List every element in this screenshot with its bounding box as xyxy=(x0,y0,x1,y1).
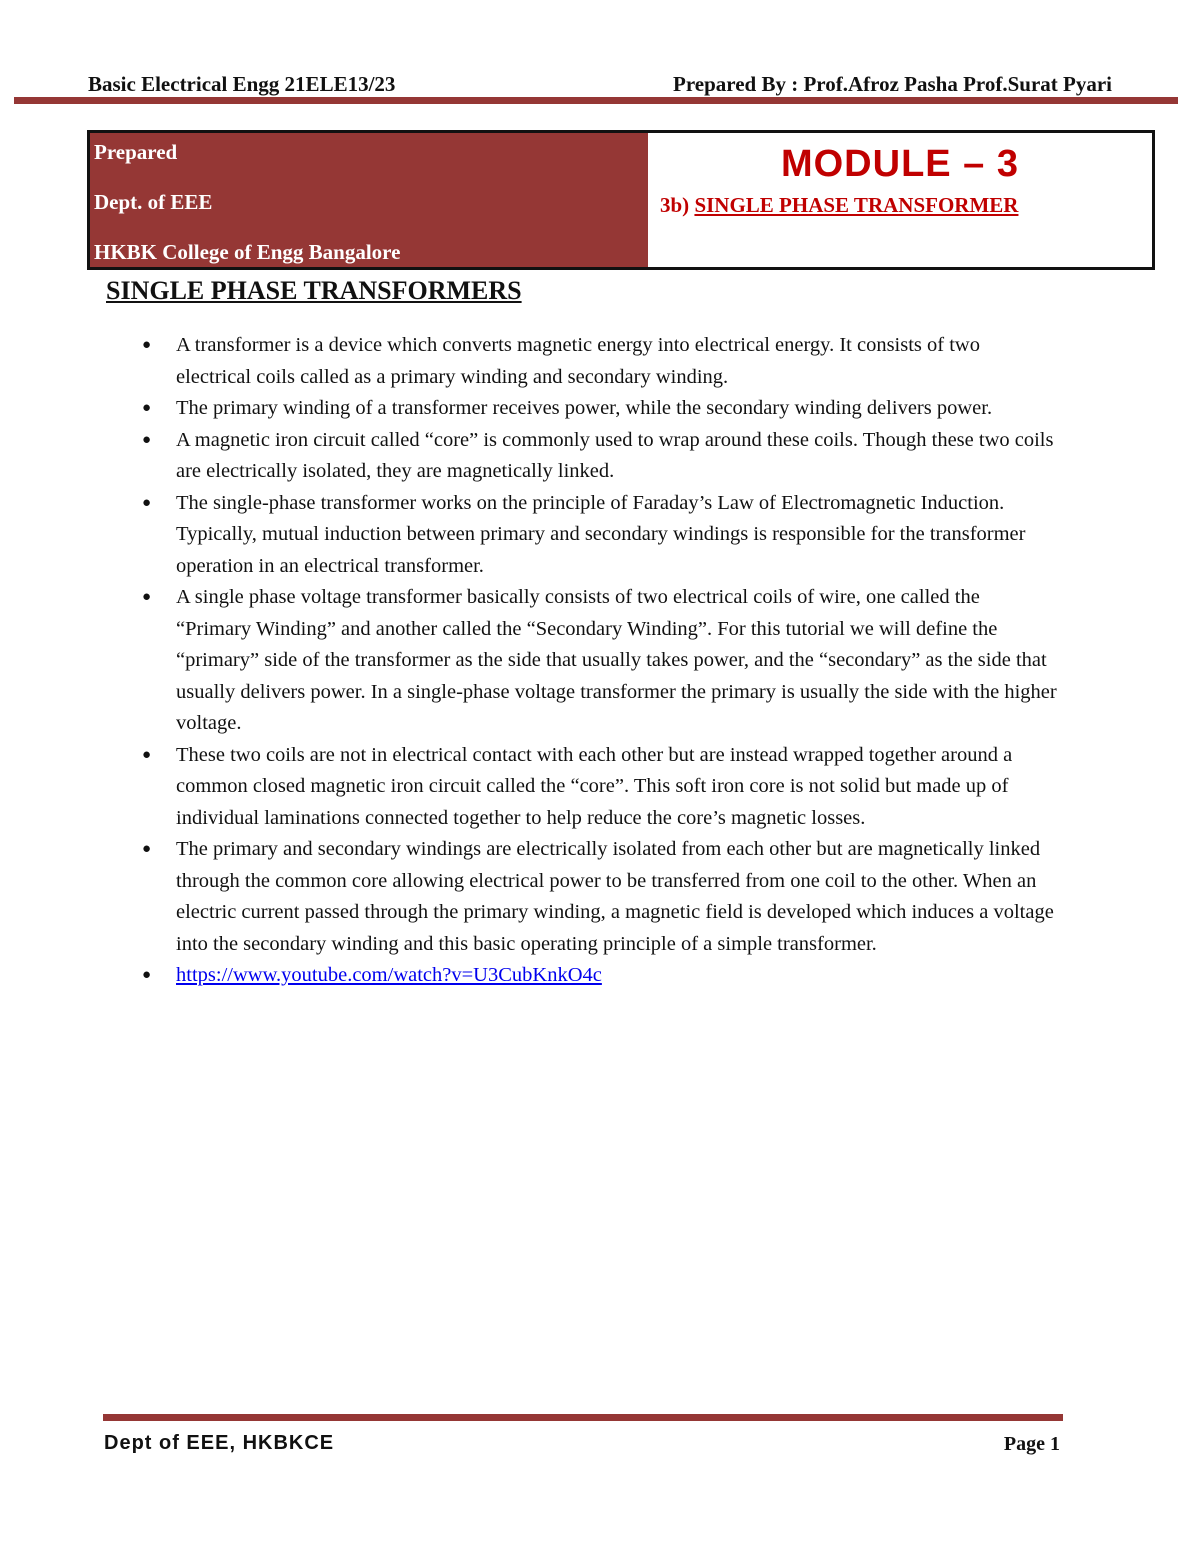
page-number: Page 1 xyxy=(1003,1433,1060,1455)
bullet-icon: ● xyxy=(142,841,152,857)
list-item-text: The primary and secondary windings are electrically isolated from each other but are magnetically linked through the common core allowing electrical power to be transferred from one coil to the other. When an electric current passed through the primary winding, a magnetic field is developed which induces a voltage into the secondary winding and this basic operating principle of a simple transformer. xyxy=(176,838,1054,955)
title-box xyxy=(87,130,1155,270)
title-box-module-panel xyxy=(648,133,1152,267)
list-item xyxy=(140,834,1060,960)
list-item xyxy=(140,425,1060,488)
list-item-text: The primary winding of a transformer receives power, while the secondary winding delivers power. xyxy=(176,397,993,419)
module-subtitle-prefix: 3b) xyxy=(660,193,695,217)
bullet-icon: ● xyxy=(142,494,152,511)
prepared-label: Prepared xyxy=(94,140,178,164)
bullet-list xyxy=(140,330,1060,992)
list-item-text: A transformer is a device which converts magnetic energy into electrical energy. It consists of two electrical coils called as a primary winding and secondary winding. xyxy=(176,334,980,388)
course-title: Basic Electrical Engg 21ELE13/23 xyxy=(88,72,396,96)
department-label: Dept. of EEE xyxy=(94,190,213,214)
list-item xyxy=(140,960,1060,992)
bullet-icon: ● xyxy=(142,589,152,605)
list-item-text: The single-phase transformer works on the principle of Faraday’s Law of Electromagnetic Induction. Typically, mutual induction between primary and secondary windings is responsible for the transformer operation in an electrical transformer. xyxy=(176,491,1026,577)
footer-department: Dept of EEE, HKBKCE xyxy=(104,1432,335,1454)
bullet-icon: ● xyxy=(142,967,152,983)
bullet-icon: ● xyxy=(142,431,152,448)
youtube-link[interactable]: https://www.youtube.com/watch?v=U3CubKnkO4c xyxy=(176,964,602,986)
list-item xyxy=(140,488,1060,583)
list-item xyxy=(140,330,1060,393)
list-item xyxy=(140,582,1060,740)
module-title: MODULE – 3 xyxy=(780,143,1020,185)
bullet-icon: ● xyxy=(142,400,152,416)
list-item-text: These two coils are not in electrical contact with each other but are instead wrapped together around a common closed magnetic iron circuit called the “core”. This soft iron core is not solid but made up of individual laminations connected together to help reduce the core’s magnetic losses. xyxy=(176,743,1013,829)
module-subtitle-text: SINGLE PHASE TRANSFORMER xyxy=(694,193,1019,217)
bullet-icon: ● xyxy=(142,746,152,763)
list-item-text: A magnetic iron circuit called “core” is commonly used to wrap around these coils. Though these two coils are electrically isolated, they are magnetically linked. xyxy=(176,428,1054,482)
list-item xyxy=(140,740,1060,835)
module-subtitle xyxy=(660,193,1018,218)
bullet-icon: ● xyxy=(142,337,152,353)
content-body xyxy=(140,330,1060,992)
section-heading: SINGLE PHASE TRANSFORMERS xyxy=(106,276,522,305)
title-box-info-panel xyxy=(90,133,648,267)
list-item xyxy=(140,393,1060,425)
list-item-text: A single phase voltage transformer basically consists of two electrical coils of wire, one called the “Primary Winding” and another called the “Secondary Winding”. For this tutorial we will define the “primary” side of the transformer as the side that usually takes power, and the “secondary” as the side that usually delivers power. In a single-phase voltage transformer the primary is usually the side with the higher voltage. xyxy=(176,586,1057,734)
header-divider xyxy=(14,97,1178,104)
prepared-by: Prepared By : Prof.Afroz Pasha Prof.Surat Pyari xyxy=(673,72,1112,96)
college-label: HKBK College of Engg Bangalore xyxy=(94,240,401,264)
footer-divider xyxy=(103,1414,1063,1421)
